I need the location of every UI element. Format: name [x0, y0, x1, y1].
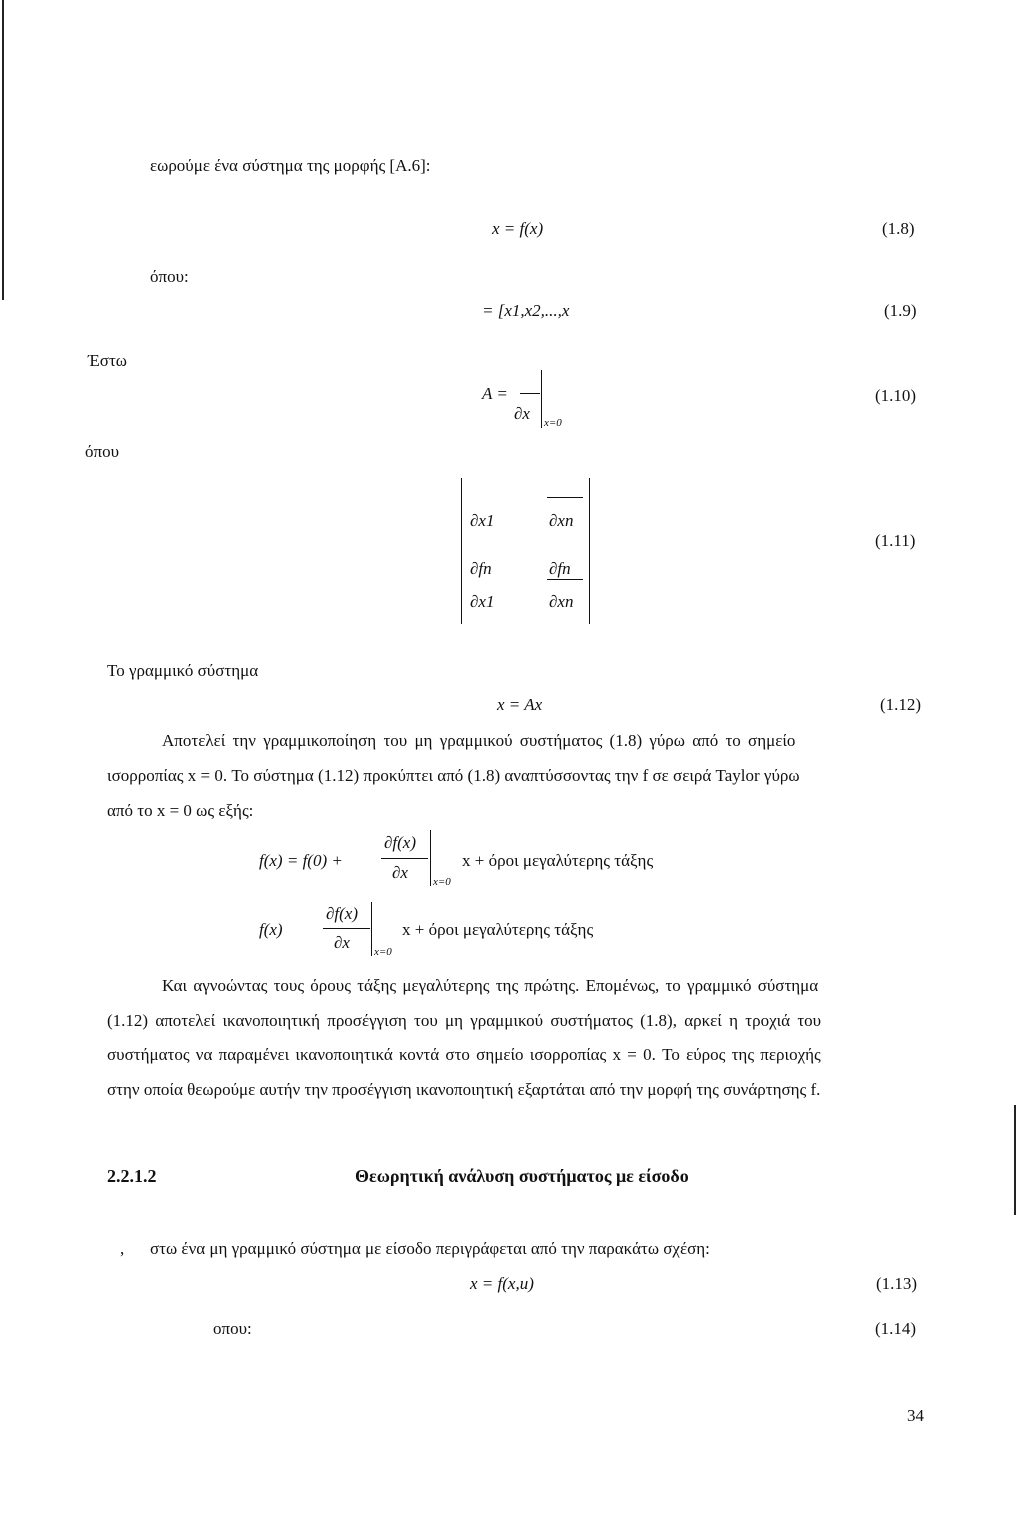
equation-number-1-9: (1.9)	[884, 301, 917, 320]
matrix-cell-r2c1: ∂fn	[470, 559, 492, 578]
matrix-right-bar	[589, 478, 590, 624]
label-opou-colon: όπου:	[150, 267, 189, 286]
scan-edge-top	[2, 0, 4, 300]
equation-1-10-denominator: ∂x	[514, 404, 530, 423]
taylor-2-numerator: ∂f(x)	[326, 904, 358, 923]
equation-number-1-8: (1.8)	[882, 219, 915, 238]
section-number: 2.2.1.2	[107, 1166, 157, 1186]
taylor-1-fraction-bar	[381, 858, 428, 859]
taylor-2-evaluation-bar	[371, 902, 372, 956]
equation-1-12: x = Ax	[497, 695, 543, 714]
paragraph-2-line-1: Και αγνοώντας τους όρους τάξης μεγαλύτερης της πρώτης. Επομένως, το γραμμικό σύστημα	[162, 976, 819, 995]
equation-1-13: x = f(x,u)	[470, 1274, 534, 1293]
paragraph-2-line-3: συστήματος να παραμένει ικανοποιητικά κοντά στο σημείο ισορροπίας x = 0. Το εύρος της περιοχής	[107, 1045, 821, 1064]
scan-edge-bottom	[1014, 1105, 1016, 1215]
equation-number-1-10: (1.10)	[875, 386, 917, 405]
matrix-top-rule	[547, 497, 583, 498]
taylor-1-lhs: f(x) = f(0) +	[259, 851, 343, 870]
taylor-1-denominator: ∂x	[392, 863, 408, 882]
taylor-1-subscript: x=0	[433, 876, 451, 888]
matrix-cell-r1c2: ∂xn	[549, 511, 574, 530]
paragraph-1-line-2: ισορροπίας x = 0. Το σύστημα (1.12) προκύπτει από (1.8) αναπτύσσοντας την f σε σειρά Taylor γύρω	[107, 766, 800, 785]
paragraph-1-line-3: από το x = 0 ως εξής:	[107, 801, 254, 820]
intro-text: εωρούμε ένα σύστημα της μορφής [Α.6]:	[150, 156, 431, 175]
matrix-fraction-bar	[547, 579, 583, 580]
evaluation-subscript: x=0	[544, 417, 562, 429]
equation-number-1-14: (1.14)	[875, 1319, 917, 1338]
matrix-cell-r3c1: ∂x1	[470, 592, 495, 611]
paragraph-2-line-2: (1.12) αποτελεί ικανοποιητική προσέγγιση του μη γραμμικού συστήματος (1.8), αρκεί η τροχιά του	[107, 1011, 822, 1030]
matrix-cell-r2c2: ∂fn	[549, 559, 571, 578]
taylor-2-lhs: f(x)	[259, 920, 283, 939]
equation-1-10-lhs: A =	[482, 384, 508, 403]
taylor-1-numerator: ∂f(x)	[384, 833, 416, 852]
label-estw: Έστω	[88, 351, 127, 370]
section-intro-mark: ,	[120, 1239, 125, 1258]
equation-number-1-13: (1.13)	[876, 1274, 918, 1293]
taylor-2-fraction-bar	[323, 928, 370, 929]
evaluation-bar	[541, 370, 542, 428]
matrix-cell-r3c2: ∂xn	[549, 592, 574, 611]
label-opou: όπου	[85, 442, 119, 461]
page-number: 34	[907, 1406, 924, 1425]
paragraph-2-line-4: στην οποία θεωρούμε αυτήν την προσέγγιση ικανοποιητική εξαρτάται από την μορφή της συνάρτησης f.	[107, 1080, 821, 1099]
section-intro-text: στω ένα μη γραμμικό σύστημα με είσοδο περιγράφεται από την παρακάτω σχέση:	[150, 1239, 710, 1258]
label-opou-2: οπου:	[213, 1319, 252, 1338]
label-linear-system: Το γραμμικό σύστημα	[107, 661, 259, 680]
paragraph-1-line-1: Αποτελεί την γραμμικοποίηση του μη γραμμικού συστήματος (1.8) γύρω από το σημείο	[162, 731, 796, 750]
taylor-1-rest: x + όροι μεγαλύτερης τάξης	[462, 851, 654, 870]
section-title: Θεωρητική ανάλυση συστήματος με είσοδο	[355, 1166, 689, 1186]
equation-number-1-12: (1.12)	[880, 695, 922, 714]
equation-1-9: = [x1,x2,...,x	[482, 301, 570, 320]
equation-number-1-11: (1.11)	[875, 531, 916, 550]
taylor-2-subscript: x=0	[374, 946, 392, 958]
taylor-2-rest: x + όροι μεγαλύτερης τάξης	[402, 920, 594, 939]
matrix-cell-r1c1: ∂x1	[470, 511, 495, 530]
taylor-1-evaluation-bar	[430, 830, 431, 886]
equation-1-8: x = f(x)	[492, 219, 544, 238]
taylor-2-denominator: ∂x	[334, 933, 350, 952]
fraction-bar	[520, 393, 540, 394]
matrix-left-bar	[461, 478, 462, 624]
